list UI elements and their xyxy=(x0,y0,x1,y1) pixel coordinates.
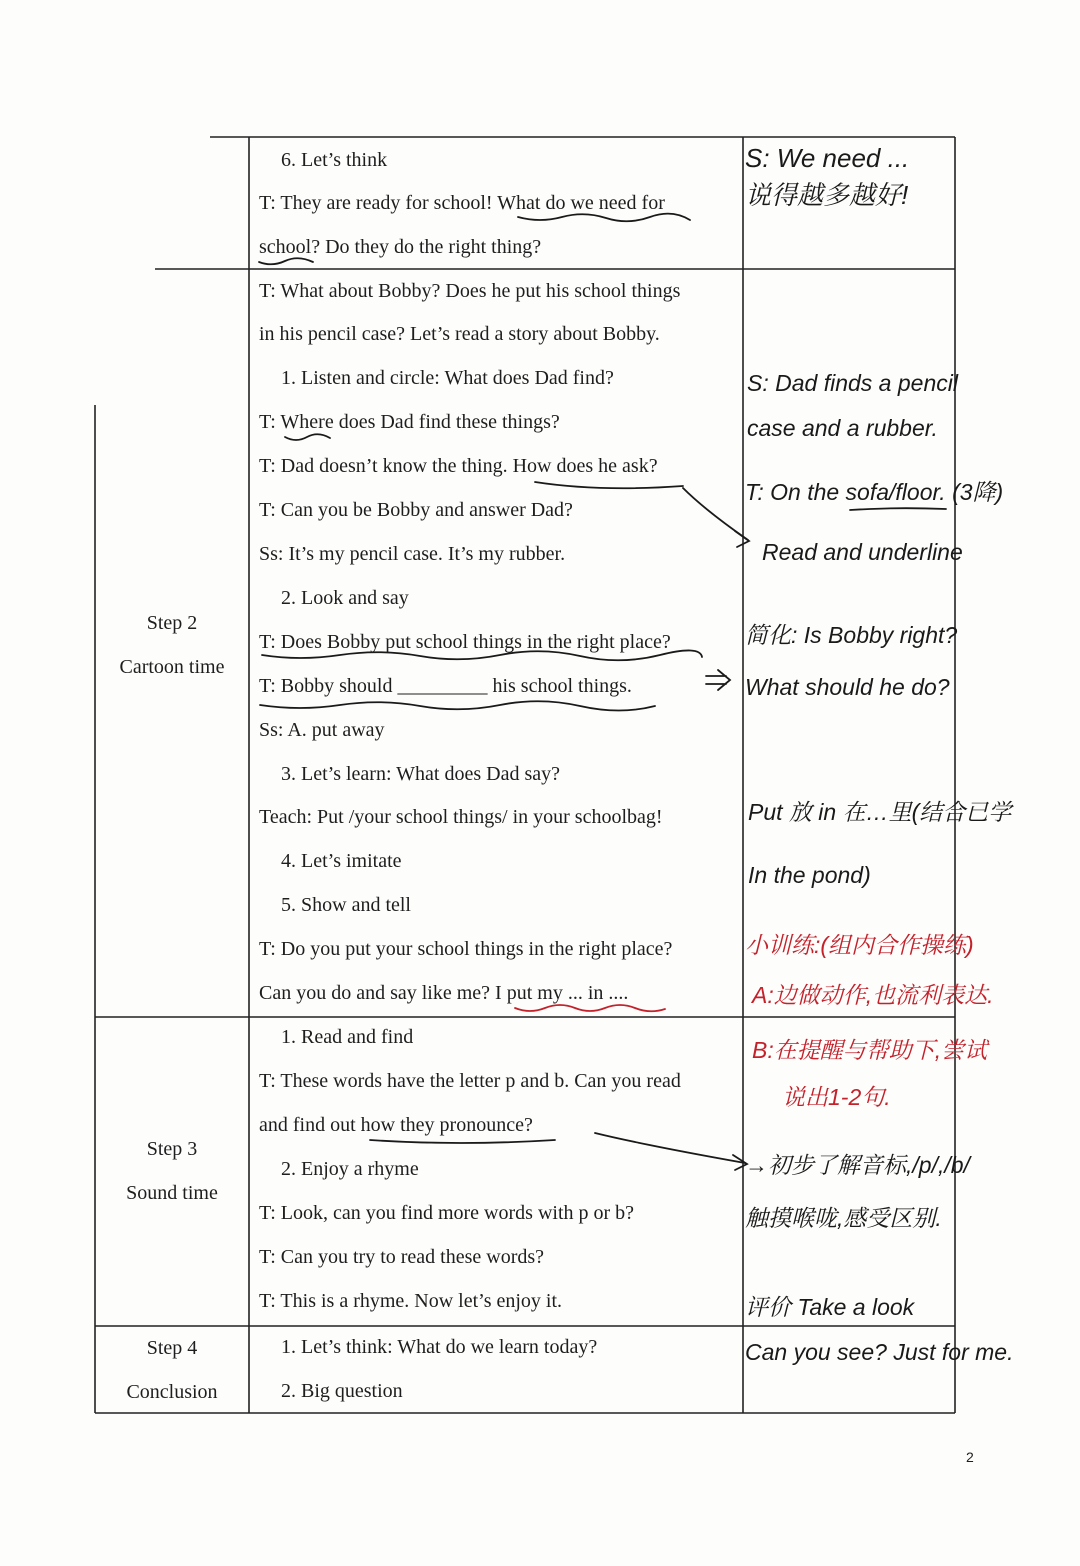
row2-line: 5. Show and tell xyxy=(281,894,411,916)
underline-where xyxy=(285,434,330,440)
row2-note: Put 放 in 在…里(结合已学 xyxy=(748,799,1012,825)
row3-line: 2. Enjoy a rhyme xyxy=(281,1158,419,1180)
row4-line: 2. Big question xyxy=(281,1380,403,1402)
row2-note: case and a rubber. xyxy=(747,415,938,441)
row2-line: T: Can you be Bobby and answer Dad? xyxy=(259,499,573,521)
double-arrow-mark xyxy=(706,670,730,690)
row3-line: T: Can you try to read these words? xyxy=(259,1246,545,1268)
row3-line: 1. Read and find xyxy=(281,1026,414,1048)
underline-bobby-should xyxy=(260,701,655,710)
row2-note-red: A:边做动作,也流利表达. xyxy=(752,982,994,1008)
row2-line: 3. Let’s learn: What does Dad say? xyxy=(281,763,560,785)
row2-note: T: On the sofa/floor. (3降) xyxy=(745,479,1004,505)
underline-sofa-floor xyxy=(850,508,946,510)
row3-line: T: This is a rhyme. Now let’s enjoy it. xyxy=(259,1290,563,1312)
row3-line: and find out how they pronounce? xyxy=(259,1114,533,1136)
arrow-to-read-and-underline xyxy=(683,488,748,540)
row1-note-2: 说得越多越好! xyxy=(745,180,909,210)
row2-line: T: Do you put your school things in the right place? xyxy=(259,938,673,960)
row1-line-2: T: They are ready for school! What do we need for xyxy=(259,192,665,214)
row2-line: 2. Look and say xyxy=(281,587,409,609)
underline-put-my-in xyxy=(515,1005,665,1011)
row2-note: In the pond) xyxy=(748,862,871,888)
row2-line: T: Where does Dad find these things? xyxy=(259,411,560,433)
row2-line: T: What about Bobby? Does he put his school things xyxy=(259,280,681,302)
stage-label: Conclusion xyxy=(126,1381,218,1403)
row4-note: 评价 Take a look xyxy=(745,1294,915,1320)
row3-note: 触摸喉咙,感受区别. xyxy=(745,1205,942,1231)
row2-line: T: Does Bobby put school things in the right place? xyxy=(259,631,671,653)
row1-note-1: S: We need ... xyxy=(745,143,910,173)
step-label: Step 4 xyxy=(146,1337,198,1359)
row1-line-1: 6. Let’s think xyxy=(281,149,388,171)
stage-label: Sound time xyxy=(126,1182,218,1204)
step-label: Step 3 xyxy=(146,1138,198,1160)
row2-line: 4. Let’s imitate xyxy=(281,850,402,872)
row2-line: T: Dad doesn’t know the thing. How does he ask? xyxy=(259,455,658,477)
row4-note: Can you see? Just for me. xyxy=(745,1339,1014,1365)
underline-how-does-he-ask xyxy=(535,482,683,488)
row2-line: Ss: It’s my pencil case. It’s my rubber. xyxy=(259,543,566,565)
stage-label: Cartoon time xyxy=(119,656,225,678)
row3-line: T: These words have the letter p and b. Can you read xyxy=(259,1070,681,1092)
arrow-head xyxy=(735,531,749,547)
underline-school xyxy=(259,258,313,264)
row3-note-red: 说出1-2句. xyxy=(782,1084,891,1110)
row2-note: 简化: Is Bobby right? xyxy=(745,622,958,648)
row2-line: T: Bobby should _________ his school things. xyxy=(259,675,632,697)
row4-line: 1. Let’s think: What do we learn today? xyxy=(281,1336,598,1358)
row2-line: Can you do and say like me? I put my ... in .... xyxy=(259,982,629,1004)
pen-marks-red xyxy=(515,1005,665,1011)
row2-line: Teach: Put /your school things/ in your schoolbag! xyxy=(259,806,663,828)
row2-line: Ss: A. put away xyxy=(259,719,385,741)
row2-note: What should he do? xyxy=(745,674,950,700)
row2-note: S: Dad finds a pencil xyxy=(747,370,958,396)
row2-line: in his pencil case? Let’s read a story about Bobby. xyxy=(259,323,660,345)
row2-note-red: 小训练:(组内合作操练) xyxy=(745,932,974,958)
row2-line: 1. Listen and circle: What does Dad find? xyxy=(281,367,614,389)
row3-note: →初步了解音标,/p/,/b/ xyxy=(745,1152,970,1178)
row2-note: Read and underline xyxy=(762,539,963,565)
arrow-to-phonetics-note xyxy=(595,1133,745,1163)
row1-line-3: school? Do they do the right thing? xyxy=(259,236,542,258)
step-label: Step 2 xyxy=(146,612,198,634)
row3-note-red: B:在提醒与帮助下,尝试 xyxy=(752,1037,988,1063)
row3-line: T: Look, can you find more words with p or b? xyxy=(259,1202,635,1224)
page-number: 2 xyxy=(966,1449,974,1465)
underline-how-they-pronounce xyxy=(370,1140,555,1143)
